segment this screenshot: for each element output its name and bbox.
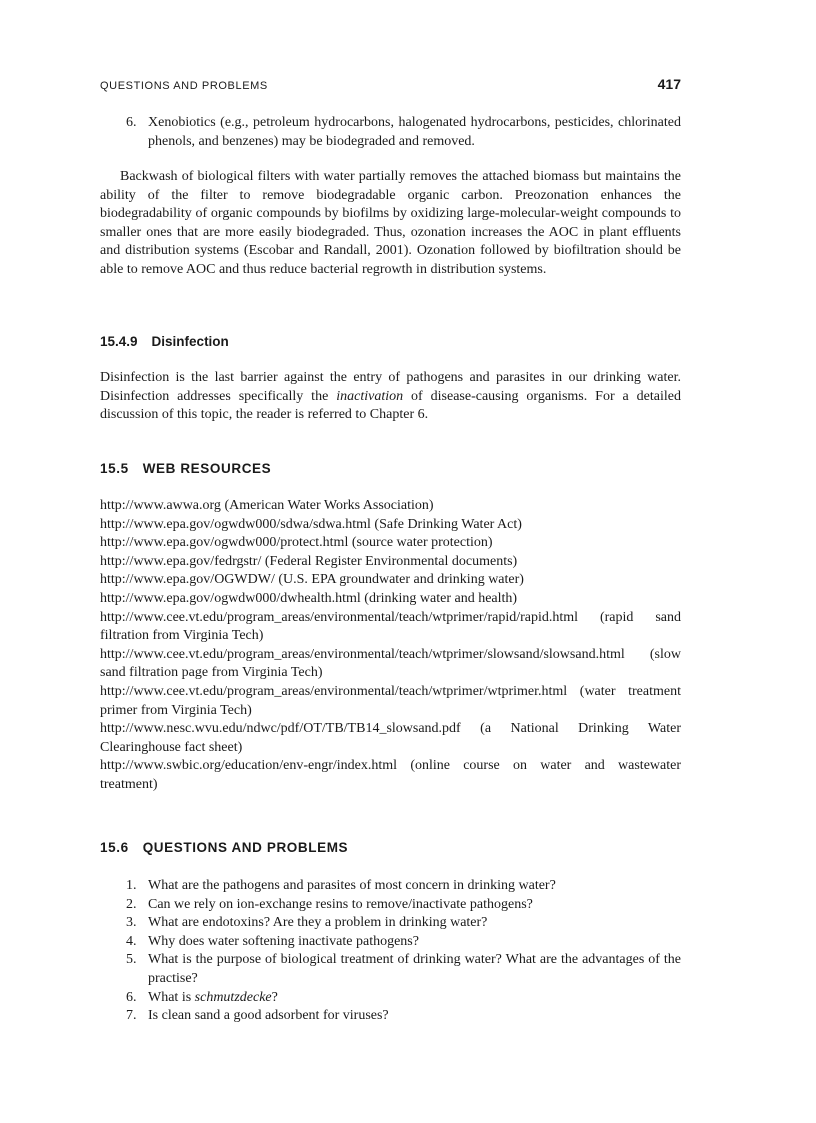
web-resource [100,534,681,553]
question-item [100,1007,681,1026]
question-number: 7. [126,1008,137,1024]
section-title: Disinfection [151,334,229,349]
section-title: QUESTIONS AND PROBLEMS [142,840,349,855]
question-text: What are endotoxins? Are they a problem in drinking water? [148,915,488,931]
running-head-title: QUESTIONS AND PROBLEMS [100,80,268,92]
resource-description: (American Water Works Association) [224,498,434,513]
question-number: 1. [126,878,137,893]
resource-url[interactable]: http://www.epa.gov/ogwdw000/protect.html [100,535,349,551]
question-text: What is the purpose of biological treatment of drinking water? What are the advantages of the practise? [148,952,681,986]
paragraph-backwash: Backwash of biological filters with water partially removes the attached biomass but maintains the ability of the filter to remove biodegradable organic carbon. Preozonation enhances the biodegradability of organic compounds by biofilms by oxidizing large-molecular-weight compounds to smaller ones that are more easily biodegraded. Thus, ozonation increases the AOC in plant effluents and distribution systems (Escobar and Randall, 2001). Ozonation followed by biofiltration should be able to remove AOC and thus reduce bacterial regrowth in distribution systems. [100,169,681,277]
question-item [100,914,681,933]
web-resource [100,609,681,646]
italic-term: schmutzdecke [194,989,272,1005]
question-item [100,933,681,952]
section-title: WEB RESOURCES [142,461,272,476]
web-resource [100,646,681,683]
question-number: 4. [126,933,137,949]
web-resource [100,497,681,516]
italic-term: inactivation [336,388,404,404]
resource-description: (U.S. EPA groundwater and drinking water) [278,572,524,588]
question-number: 3. [126,915,137,931]
questions-list [100,877,681,1026]
resource-url[interactable]: http://www.nesc.wvu.edu/ndwc/pdf/OT/TB/TB14_slowsand.pdf [100,721,461,737]
resource-url[interactable]: http://www.epa.gov/fedrgstr/ [100,553,262,569]
resource-url[interactable]: http://www.epa.gov/OGWDW/ [100,572,275,588]
web-resources-list [100,497,681,795]
section-heading-questions [100,840,348,855]
resource-description: (drinking water and health) [364,590,518,606]
question-item [100,951,681,988]
web-resource [100,720,681,757]
question-number: 6. [126,989,137,1005]
question-text-part: ? [271,989,278,1005]
section-heading-web-resources [100,461,271,476]
resource-description: (rapid sand filtration from Virginia Tech) [100,609,682,644]
paragraph-text: Disinfection is the last barrier against the entry of pathogens and parasites in our drinking water. Disinfection addresses specifically the [100,370,681,404]
page-number: 417 [657,76,681,92]
paragraph-text: of disease-causing organisms. For a detailed discussion of this topic, the reader is referred to Chapter 6. [100,388,681,423]
list-item [100,114,681,151]
question-text [148,990,278,1005]
web-resource [100,757,681,794]
resource-description: (online course on water and wastewater treatment) [100,758,681,792]
web-resource [100,590,681,609]
resource-url[interactable]: http://www.cee.vt.edu/program_areas/environmental/teach/wtprimer/wtprimer.html [100,683,568,699]
question-text: What are the pathogens and parasites of most concern in drinking water? [148,878,556,893]
running-head [100,76,681,96]
question-text: Why does water softening inactivate pathogens? [148,933,419,949]
resource-description: (slow sand filtration page from Virginia Tech) [100,646,681,681]
question-number: 2. [126,896,137,912]
question-text-part: What is [148,989,195,1005]
resource-description: (source water protection) [351,535,493,551]
resource-url[interactable]: http://www.cee.vt.edu/program_areas/environmental/teach/wtprimer/slowsand/slowsand.html [100,646,625,662]
list-item-text: Xenobiotics (e.g., petroleum hydrocarbons, halogenated hydrocarbons, pesticides, chlorinated phenols, and benzenes) may be biodegraded and removed. [148,115,681,149]
resource-description: (a National Drinking Water Clearinghouse fact sheet) [100,721,681,755]
resource-description: (water treatment primer from Virginia Tech) [100,683,681,718]
web-resource [100,553,681,572]
web-resource [100,571,681,590]
paragraph-disinfection [100,369,681,425]
resource-url[interactable]: http://www.cee.vt.edu/program_areas/environmental/teach/wtprimer/rapid/rapid.html [100,609,579,625]
question-item [100,989,681,1008]
section-number: 15.4.9 [100,334,138,349]
web-resource [100,683,681,720]
web-resource [100,516,681,535]
question-item [100,877,681,896]
question-text: Can we rely on ion-exchange resins to remove/inactivate pathogens? [148,896,533,912]
resource-url[interactable]: http://www.swbic.org/education/env-engr/index.html [100,758,398,774]
section-number: 15.5 [100,461,129,476]
section-heading-disinfection [100,334,229,349]
resource-url[interactable]: http://www.epa.gov/ogwdw000/dwhealth.html [100,590,361,606]
resource-url[interactable]: http://www.epa.gov/ogwdw000/sdwa/sdwa.html [100,516,371,532]
question-number: 5. [126,952,137,968]
resource-description: (Federal Register Environmental documents) [264,553,518,569]
resource-url[interactable]: http://www.awwa.org [100,498,221,513]
question-text: Is clean sand a good adsorbent for viruses? [148,1008,389,1024]
section-number: 15.6 [100,840,129,855]
resource-description: (Safe Drinking Water Act) [374,516,522,532]
list-item-number: 6. [126,115,137,130]
continued-list [100,114,681,151]
question-item [100,896,681,915]
